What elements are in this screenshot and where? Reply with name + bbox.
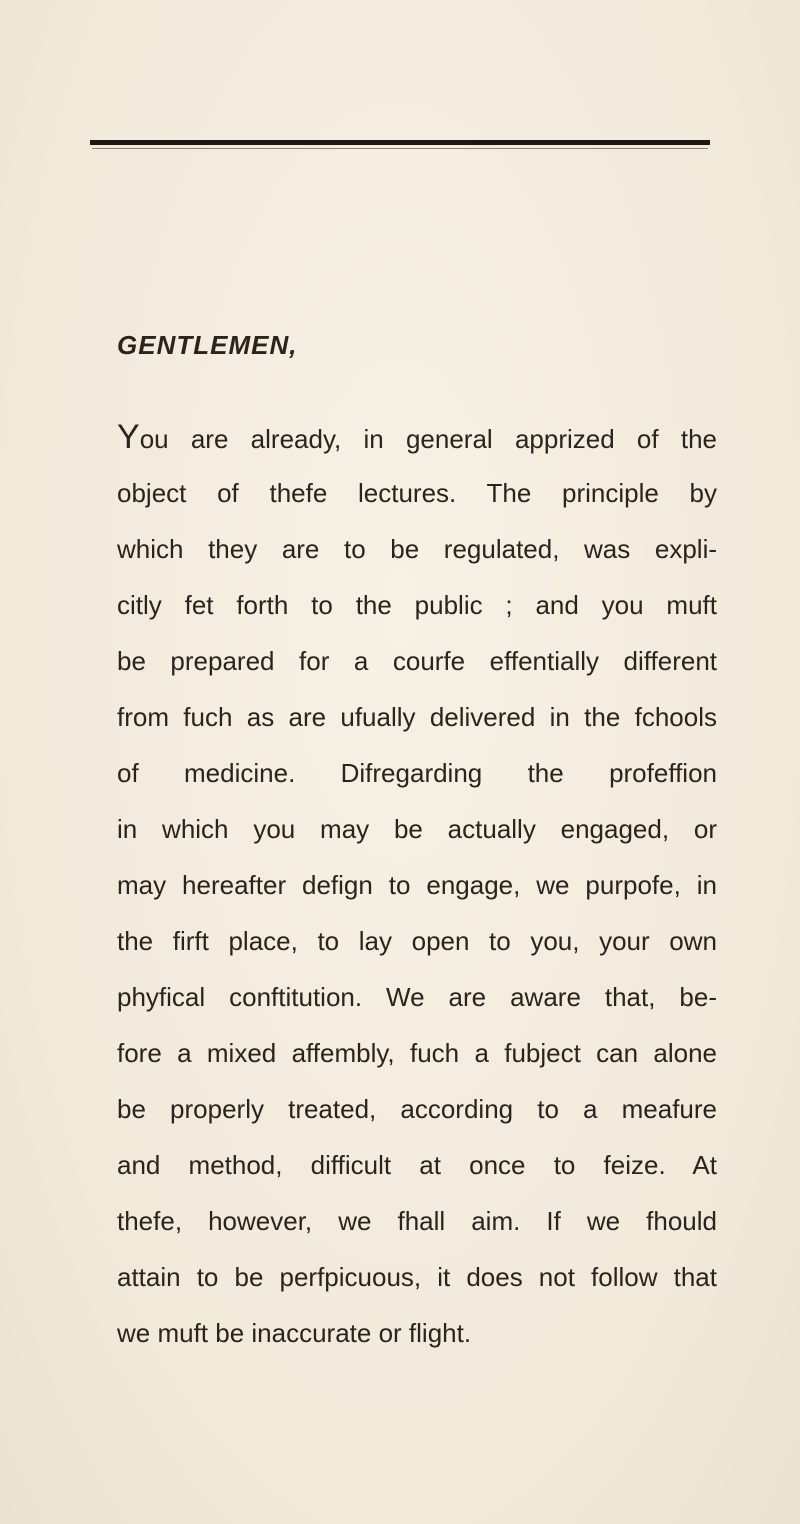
ornamental-rule-thin: [92, 148, 708, 149]
text-line: object of thefe lectures. The principle by: [117, 478, 717, 508]
text-line: fore a mixed affembly, fuch a fubject can alone: [117, 1038, 717, 1068]
text-line: from fuch as are ufually delivered in the fchools: [117, 702, 717, 732]
text-line: and method, difficult at once to feize. At: [117, 1150, 717, 1180]
text-line: You are already, in general apprized of the: [117, 418, 717, 456]
text-line: thefe, however, we fhall aim. If we fhould: [117, 1206, 717, 1236]
text-line: which they are to be regulated, was expli-: [117, 534, 717, 564]
text-line: we muft be inaccurate or flight.: [117, 1318, 472, 1348]
ornamental-rule: [90, 140, 710, 145]
text-line: may hereafter defign to engage, we purpofe, in: [117, 870, 717, 900]
text-line: attain to be perfpicuous, it does not follow that: [117, 1262, 717, 1292]
text-line: phyfical conftitution. We are aware that, be-: [117, 982, 717, 1012]
body-paragraph: [117, 409, 717, 1361]
text-line: citly fet forth to the public ; and you muft: [117, 590, 717, 620]
text-line: the firft place, to lay open to you, your own: [117, 926, 717, 956]
text-line: in which you may be actually engaged, or: [117, 814, 717, 844]
text-line: of medicine. Difregarding the profeffion: [117, 758, 717, 788]
salutation-heading: GENTLEMEN,: [117, 330, 298, 360]
text-line: be prepared for a courfe effentially different: [117, 646, 717, 676]
text-line: be properly treated, according to a meafure: [117, 1094, 717, 1124]
